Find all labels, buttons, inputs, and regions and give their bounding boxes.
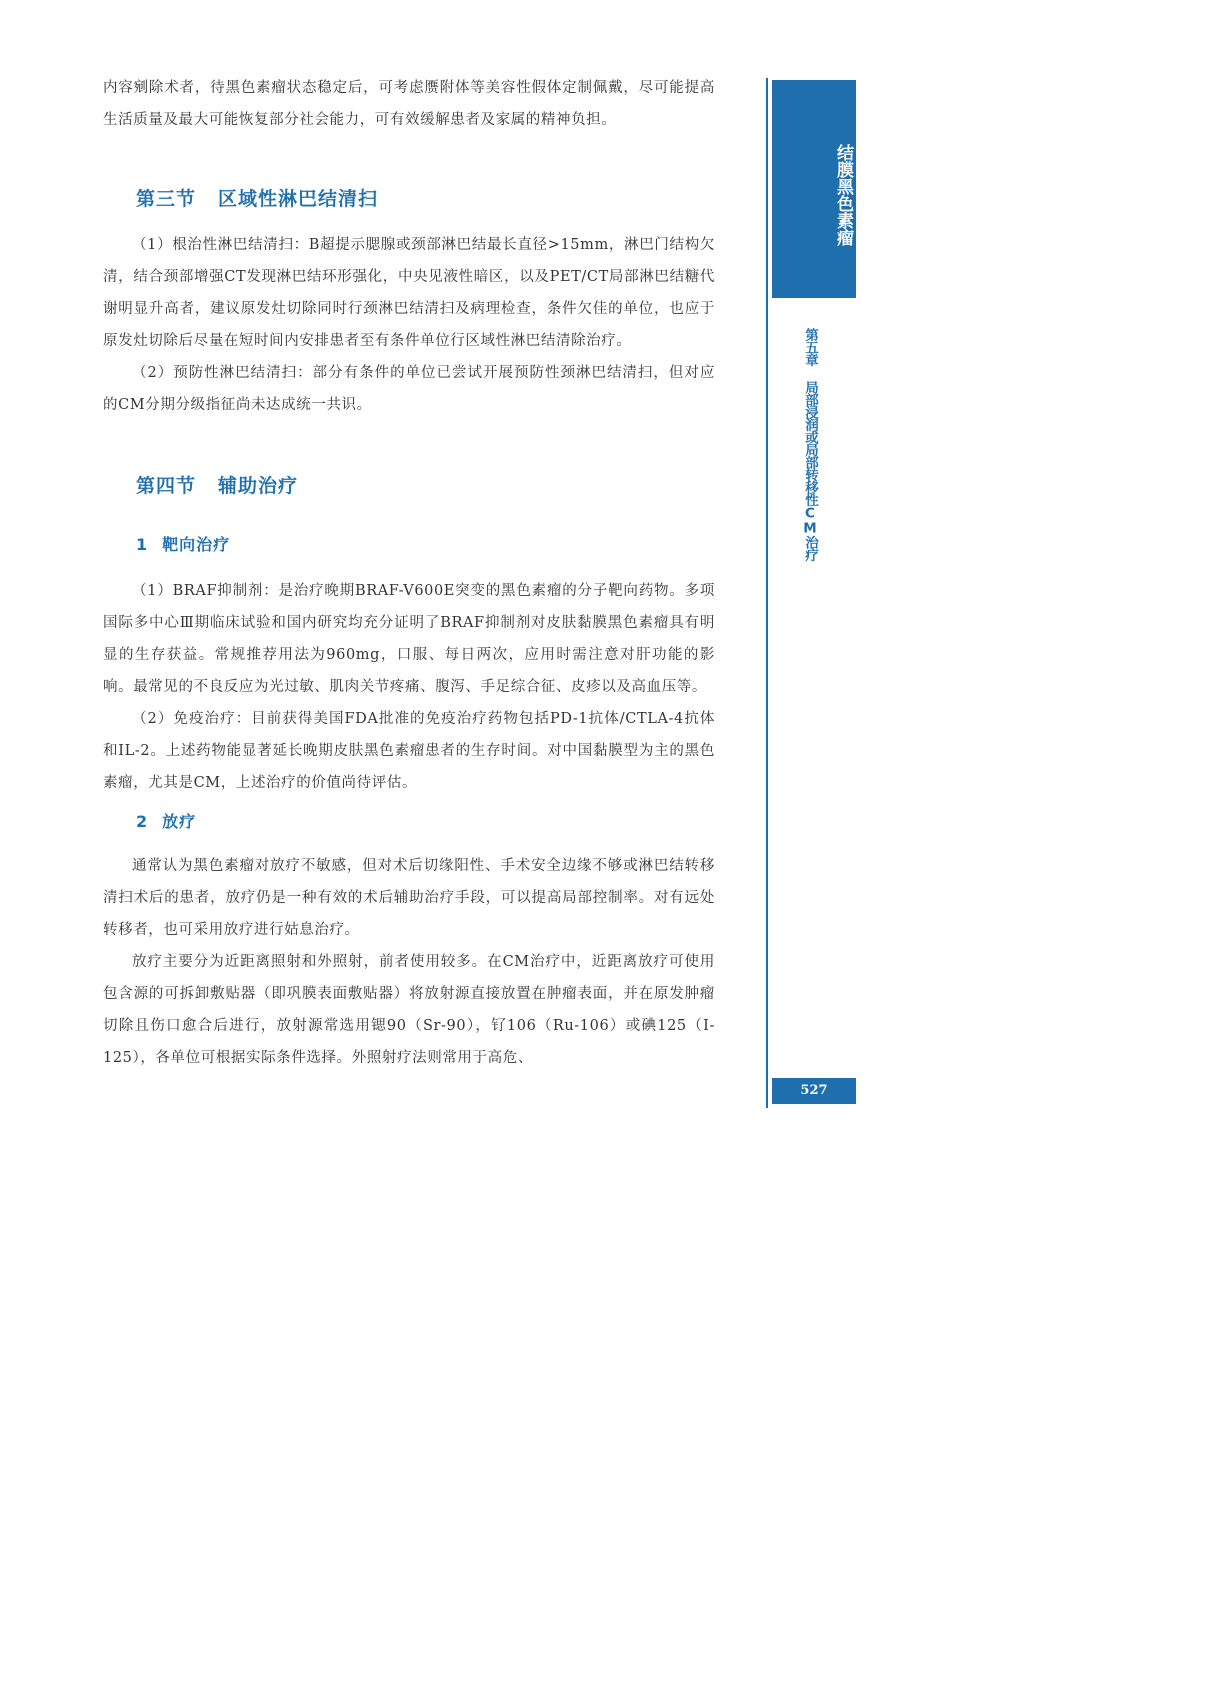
subsection-2-paragraph-1: 通常认为黑色素瘤对放疗不敏感，但对术后切缘阳性、手术安全边缘不够或淋巴结转移清扫术后的患者，放疗仍是一种有效的术后辅助治疗手段，可以提高局部控制率。对有远处转移者，也可采用放疗进行姑息治疗。 xyxy=(103,858,715,938)
section-4-number: 第四节 xyxy=(136,475,197,497)
section-3-number: 第三节 xyxy=(136,188,197,210)
subsection-1-number: 1 xyxy=(136,535,149,554)
subsection-2-heading xyxy=(103,809,715,832)
side-tab xyxy=(772,80,856,298)
subsection-2-number: 2 xyxy=(136,812,149,831)
section-3-heading xyxy=(103,184,715,211)
subsection-1-heading xyxy=(103,532,715,555)
subsection-2-paragraph-2: 放疗主要分为近距离照射和外照射，前者使用较多。在CM治疗中，近距离放疗可使用包含源的可拆卸敷贴器（即巩膜表面敷贴器）将放射源直接放置在肿瘤表面，并在原发肿瘤切除且伤口愈合后进行，放射源常选用锶90（Sr-90），钌106（Ru-106）或碘125（I-125），各单位可根据实际条件选择。外照射疗法则常用于高危、 xyxy=(103,954,715,1066)
subsection-1-title: 靶向治疗 xyxy=(162,535,231,554)
opening-paragraph: 内容剜除术者，待黑色素瘤状态稳定后，可考虑赝附体等美容性假体定制佩戴，尽可能提高生活质量及最大可能恢复部分社会能力，可有效缓解患者及家属的精神负担。 xyxy=(103,80,715,128)
section-4-heading xyxy=(103,471,715,498)
main-text-column xyxy=(103,72,715,1074)
subsection-1-paragraph-2: （2）免疫治疗：目前获得美国FDA批准的免疫治疗药物包括PD-1抗体/CTLA-4抗体和IL-2。上述药物能显著延长晚期皮肤黑色素瘤患者的生存时间。对中国黏膜型为主的黑色素瘤，尤其是CM，上述治疗的价值尚待评估。 xyxy=(103,711,715,791)
section-3-paragraph-1: （1）根治性淋巴结清扫：B超提示腮腺或颈部淋巴结最长直径>15mm，淋巴门结构欠清，结合颈部增强CT发现淋巴结环形强化，中央见液性暗区，以及PET/CT局部淋巴结糖代谢明显升高者，建议原发灶切除同时行颈淋巴结清扫及病理检查，条件欠佳的单位，也应于原发灶切除后尽量在短时间内安排患者至有条件单位行区域性淋巴结清除治疗。 xyxy=(103,237,715,349)
section-3-paragraph-2: （2）预防性淋巴结清扫：部分有条件的单位已尝试开展预防性颈淋巴结清扫，但对应的CM分期分级指征尚未达成统一共识。 xyxy=(103,365,715,413)
chapter-title: 第五章 局部浸润或局部转移性CM治疗 xyxy=(802,328,818,561)
section-3-title: 区域性淋巴结清扫 xyxy=(218,188,379,210)
margin-divider xyxy=(766,78,768,1108)
subsection-1-paragraph-1: （1）BRAF抑制剂：是治疗晚期BRAF-V600E突变的黑色素瘤的分子靶向药物。多项国际多中心Ⅲ期临床试验和国内研究均充分证明了BRAF抑制剂对皮肤黏膜黑色素瘤具有明显的生存获益。常规推荐用法为960mg，口服、每日两次，应用时需注意对肝功能的影响。最常见的不良反应为光过敏、肌肉关节疼痛、腹泻、手足综合征、皮疹以及高血压等。 xyxy=(103,583,715,695)
chapter-running-head xyxy=(790,328,830,628)
section-4-title: 辅助治疗 xyxy=(218,475,299,497)
page-number: 527 xyxy=(772,1078,856,1104)
side-tab-label: 结膜黑色素瘤 xyxy=(833,144,853,246)
subsection-2-title: 放疗 xyxy=(162,812,197,831)
